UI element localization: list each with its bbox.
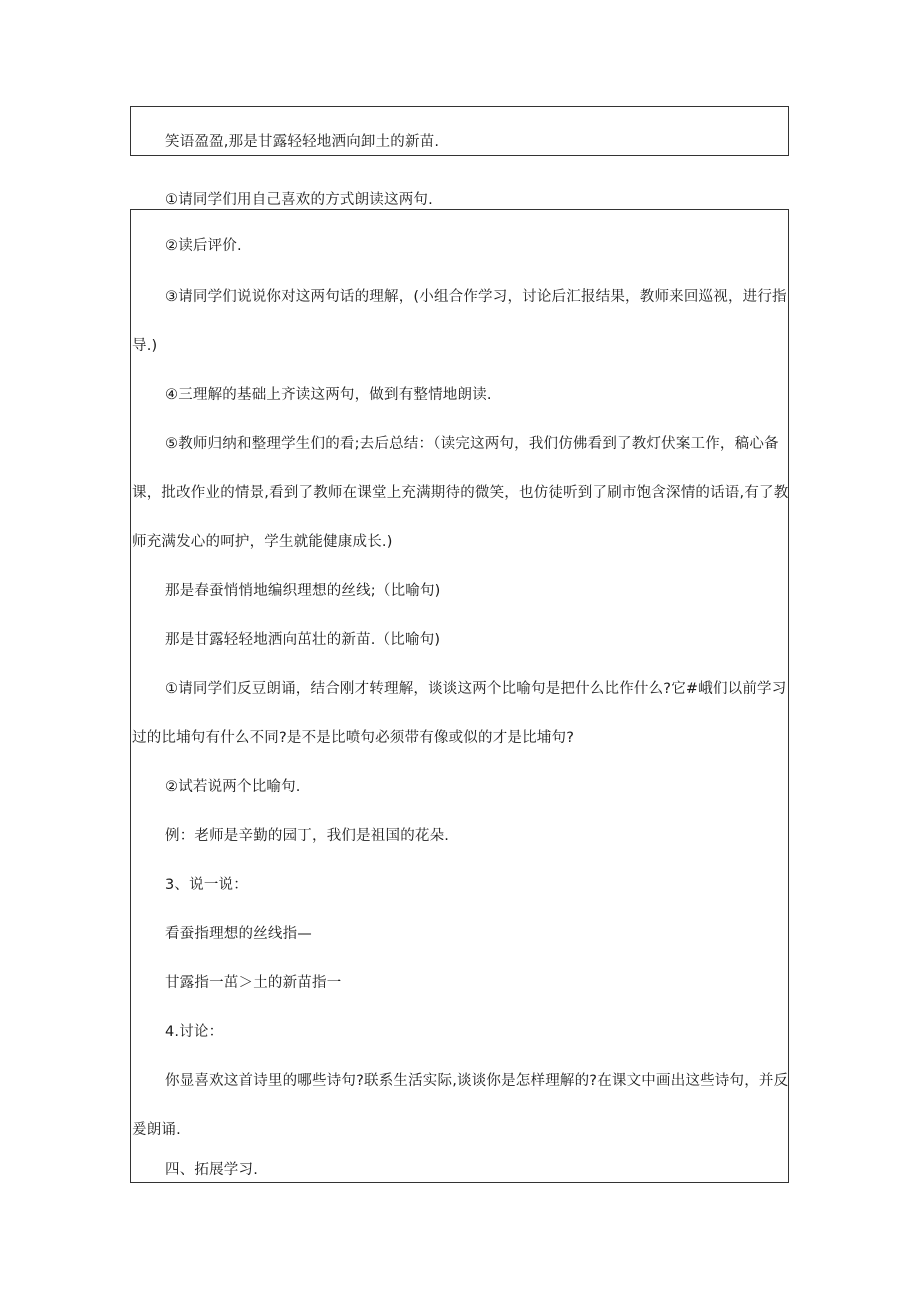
paragraph-summary-cont-2: 师充满发心的呵护，学生就能健康成长.) bbox=[132, 534, 393, 550]
heading-extended-learning: 四、拓展学习. bbox=[165, 1162, 259, 1178]
paragraph-recite: ①请同学们反豆朗诵，结合刚才转理解，谈谈这两个比喻句是把什么比作什么?它#峨们以前学习 bbox=[165, 681, 787, 697]
paragraph-evaluate: ②读后评价. bbox=[165, 238, 242, 254]
paragraph-try-metaphor: ②试若说两个比喻句. bbox=[165, 779, 301, 795]
paragraph-recite-cont: 过的比埔句有什么不同?是不是比喷句必须带有像或似的才是比埔句? bbox=[132, 730, 575, 746]
paragraph-read-aloud: ①请同学们用自己喜欢的方式朗读这两句. bbox=[165, 192, 433, 208]
paragraph-favorite-lines: 你显喜欢这首诗里的哪些诗句?联系生活实际,谈谈你是怎样理解的?在课文中画出这些诗句，并反 bbox=[165, 1073, 789, 1089]
paragraph-read-together: ④三理解的基础上齐读这两句，做到有整情地朗读. bbox=[165, 387, 492, 403]
paragraph-example: 例：老师是辛勤的园丁，我们是祖国的花朵. bbox=[165, 828, 450, 844]
paragraph-metaphor-2: 那是甘露轻轻地洒向茁壮的新苗.（比喻句) bbox=[165, 632, 441, 648]
paragraph-understanding: ③请同学们说说你对这两句话的理解，(小组合作学习，讨论后汇报结果，教师来回巡视，进行指 bbox=[165, 289, 787, 305]
heading-say: 3、说一说： bbox=[165, 877, 248, 893]
paragraph-silkworm: 看蚕指理想的丝线指— bbox=[165, 926, 312, 942]
top-cell-text: 笑语盈盈,那是甘露轻轻地洒向卸土的新苗. bbox=[165, 134, 440, 150]
paragraph-dew: 甘露指一茁＞土的新苗指一 bbox=[165, 975, 342, 991]
paragraph-favorite-lines-cont: 爰朗诵. bbox=[132, 1122, 181, 1138]
paragraph-summary: ⑤教师归纳和整理学生们的看;去后总结：（读完这两句，我们仿佛看到了教灯伏案工作，稿心备 bbox=[165, 436, 779, 452]
paragraph-summary-cont-1: 课，批改作业的情景,看到了教师在课堂上充满期待的微笑，也仿徒听到了刷市饱含深情的话语,有了教 bbox=[132, 485, 789, 501]
heading-discuss: 4.讨论： bbox=[165, 1024, 224, 1040]
paragraph-understanding-cont: 导.) bbox=[132, 338, 158, 354]
paragraph-metaphor-1: 那是春蚕悄悄地编织理想的丝线;（比喻句) bbox=[165, 583, 441, 599]
